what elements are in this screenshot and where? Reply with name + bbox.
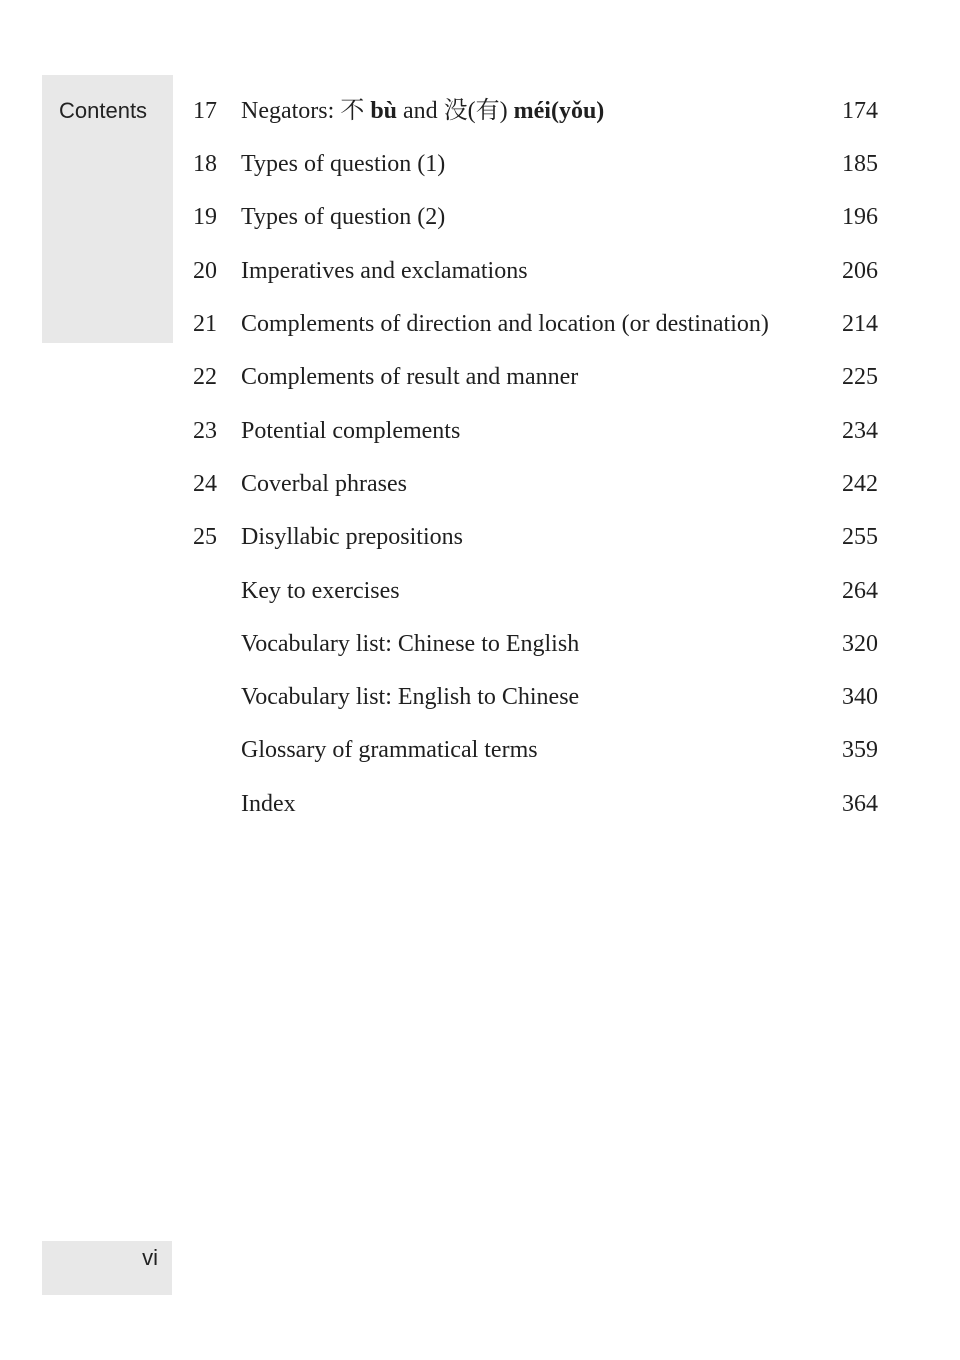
toc-entry bbox=[190, 351, 878, 404]
toc-entry-number: 24 bbox=[193, 470, 217, 497]
footer-page-number: vi bbox=[142, 1245, 158, 1270]
toc-entry-page-number: 196 bbox=[842, 204, 878, 231]
toc-entry bbox=[190, 565, 878, 618]
toc-entry-title: Glossary of grammatical terms bbox=[241, 737, 538, 764]
toc-entry-page-number: 359 bbox=[842, 737, 878, 764]
toc-entry-page-number: 264 bbox=[842, 577, 878, 604]
toc-entry-number: 18 bbox=[193, 151, 217, 178]
toc-entry-page-number: 214 bbox=[842, 311, 878, 338]
toc-entry-title: Types of question (1) bbox=[241, 151, 446, 178]
toc-entry bbox=[190, 458, 878, 511]
toc-entry-title: Types of question (2) bbox=[241, 204, 446, 231]
toc-entry-title: Complements of direction and location (or destination) bbox=[241, 311, 769, 338]
toc-entry-title: Complements of result and manner bbox=[241, 364, 579, 391]
toc-entry-number: 22 bbox=[193, 364, 217, 391]
toc-entry-title: Index bbox=[241, 790, 296, 817]
toc-entry-page-number: 340 bbox=[842, 684, 878, 711]
toc-entry-page-number: 206 bbox=[842, 257, 878, 284]
toc-entry bbox=[190, 511, 878, 564]
toc-entry bbox=[190, 192, 878, 245]
toc-entry-page-number: 364 bbox=[842, 790, 878, 817]
toc-entry-number: 25 bbox=[193, 524, 217, 551]
toc-entry bbox=[190, 725, 878, 778]
toc-entry-number: 17 bbox=[193, 97, 217, 124]
toc-entry-number: 21 bbox=[193, 311, 217, 338]
toc-entry-page-number: 320 bbox=[842, 630, 878, 657]
toc-entry-title: Potential complements bbox=[241, 417, 461, 444]
toc-entry-title: Vocabulary list: English to Chinese bbox=[241, 684, 580, 711]
toc-entry-page-number: 234 bbox=[842, 417, 878, 444]
toc-entry-title: Key to exercises bbox=[241, 577, 400, 604]
toc-entry bbox=[190, 298, 878, 351]
toc-entry-title: Imperatives and exclamations bbox=[241, 257, 528, 284]
toc-entry-number: 23 bbox=[193, 417, 217, 444]
toc-entry-page-number: 174 bbox=[842, 97, 878, 124]
toc-entry-page-number: 242 bbox=[842, 470, 878, 497]
toc-list bbox=[190, 85, 878, 831]
toc-entry-number: 19 bbox=[193, 204, 217, 231]
contents-label: Contents bbox=[59, 98, 148, 123]
toc-entry-number: 20 bbox=[193, 257, 217, 284]
toc-entry-title: Vocabulary list: Chinese to English bbox=[241, 630, 580, 657]
toc-entry-title: Disyllabic prepositions bbox=[241, 524, 463, 551]
toc-entry-title: Coverbal phrases bbox=[241, 470, 407, 497]
contents-header-box bbox=[42, 75, 173, 343]
toc-entry bbox=[190, 618, 878, 671]
toc-entry-title: Negators: 不 bù and 没(有) méi(yǒu) bbox=[241, 97, 605, 124]
toc-entry bbox=[190, 671, 878, 724]
toc-entry bbox=[190, 245, 878, 298]
toc-entry-page-number: 225 bbox=[842, 364, 878, 391]
toc-entry bbox=[190, 405, 878, 458]
toc-entry bbox=[190, 138, 878, 191]
footer-page-box bbox=[42, 1241, 172, 1295]
toc-entry bbox=[190, 85, 878, 138]
toc-entry-page-number: 185 bbox=[842, 151, 878, 178]
toc-entry bbox=[190, 778, 878, 831]
toc-entry-page-number: 255 bbox=[842, 524, 878, 551]
